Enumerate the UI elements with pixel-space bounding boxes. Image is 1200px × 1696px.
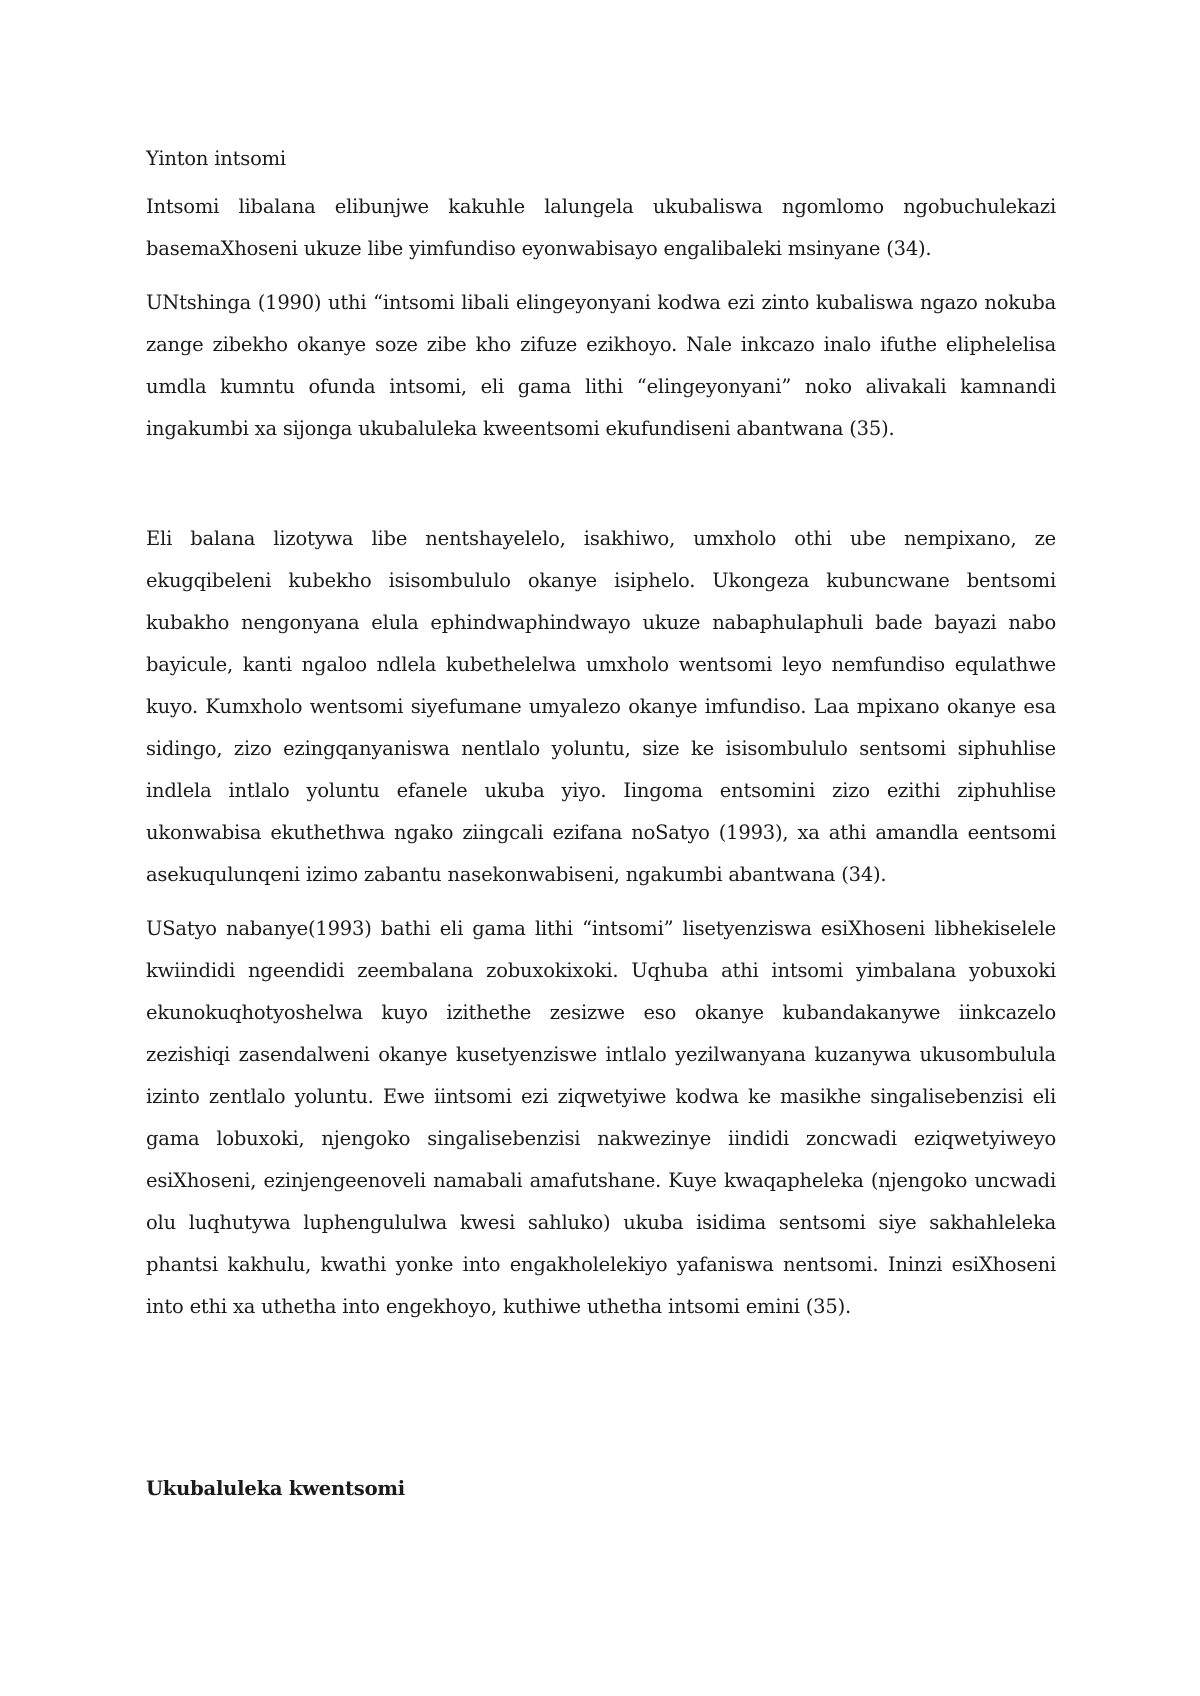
paragraph-ntshinga-quote: UNtshinga (1990) uthi “intsomi libali elingeyonyani kodwa ezi zinto kubaliswa ngazo nokuba zange zibekho okanye soze zibe kho zifuze ezikhoyo. Nale inkcazo inalo ifuthe eliphelelisa umdla kumntu ofunda intsomi, eli gama lithi “elingeyonyani” noko alivakali kamnandi ingakumbi xa sijonga ukubaluleka kweentsomi ekufundiseni abantwana (35).	[146, 291, 1056, 440]
paragraph-structure: Eli balana lizotywa libe nentshayelelo, isakhiwo, umxholo othi ube nempixano, ze ekugqibeleni kubekho isisombululo okanye isiphelo. Ukongeza kubuncwane bentsomi kubakho nengonyana elula ephindwaphindwayo ukuze nabaphulaphuli bade bayazi nabo bayicule, kanti ngaloo ndlela kubethelelwa umxholo wentsomi leyo nemfundiso equlathwe kuyo. Kumxholo wentsomi siyefumane umyalezo okanye imfundiso. Laa mpixano okanye esa sidingo, zizo ezingqanyaniswa nentlalo yoluntu, size ke isisombululo sentsomi siphuhlise indlela intlalo yoluntu efanele ukuba yiyo. Iingoma entsomini zizo ezithi ziphuhlise ukonwabisa ekuthethwa ngako ziingcali ezifana noSatyo (1993), xa athi amandla eentsomi asekuqulunqeni izimo zabantu nasekonwabiseni, ngakumbi abantwana (34).	[146, 527, 1056, 886]
section-spacer	[146, 1340, 1056, 1468]
paragraph-spacer	[146, 462, 1056, 518]
document-title: Yinton intsomi	[146, 147, 286, 170]
section-heading: Ukubaluleka kwentsomi	[146, 1477, 406, 1500]
paragraph-definition: Intsomi libalana elibunjwe kakuhle lalungela ukubaliswa ngomlomo ngobuchulekazi basemaXhoseni ukuze libe yimfundiso eyonwabisayo engalibaleki msinyane (34).	[146, 195, 1056, 260]
document-page	[146, 138, 1056, 1510]
paragraph-satyo: USatyo nabanye(1993) bathi eli gama lithi “intsomi” lisetyenziswa esiXhoseni libhekiselele kwiindidi ngeendidi zeembalana zobuxokixoki. Uqhuba athi intsomi yimbalana yobuxoki ekunokuqhotyoshelwa kuyo izithethe zesizwe eso okanye kubandakanywe iinkcazelo zezishiqi zasendalweni okanye kusetyenziswe intlalo yezilwanyana kuzanywa ukusombulula izinto zentlalo yoluntu. Ewe iintsomi ezi ziqwetyiwe kodwa ke masikhe singalisebenzisi eli gama lobuxoki, njengoko singalisebenzisi nakwezinye iindidi zoncwadi eziqwetyiweyo esiXhoseni, ezinjengeenoveli namabali amafutshane. Kuye kwaqapheleka (njengoko uncwadi olu luqhutywa luphengululwa kwesi sahluko) ukuba isidima sentsomi siye sakhahleleka phantsi kakhulu, kwathi yonke into engakholelekiyo yafaniswa nentsomi. Ininzi esiXhoseni into ethi xa uthetha into engekhoyo, kuthiwe uthetha intsomi emini (35).	[146, 917, 1056, 1318]
